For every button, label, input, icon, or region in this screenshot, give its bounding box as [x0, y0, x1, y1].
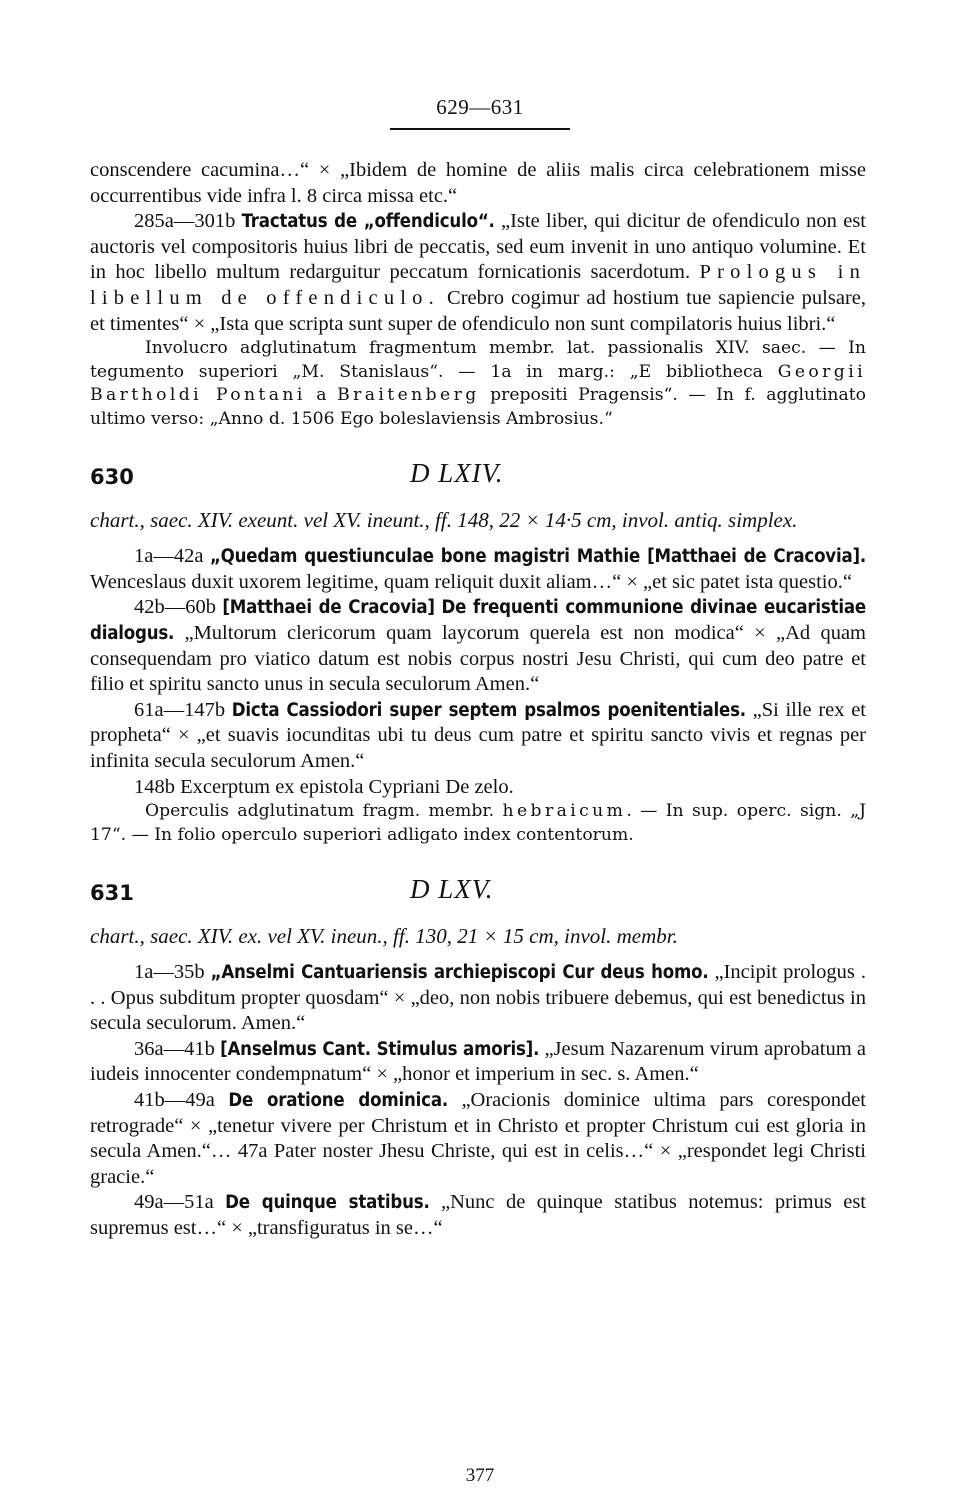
manuscript-entry-heading: [90, 874, 866, 909]
content-paragraph: [90, 544, 866, 595]
text-segment: „Oracionis dominice ultima pars corespondet retrograde“ × „tenetur vivere per Christum et in Christo et propter Christum cui est gloria in secula Amen.“… 47a Pater noster Jhesu Christe, qui est in celis…“ × „respondet legi Christi gracie.“: [90, 1089, 866, 1188]
page-number: 377: [465, 1465, 495, 1486]
text-segment: 36a—41b: [134, 1037, 221, 1060]
text-segment: 148b Excerptum ex epistola Cypriani De zelo.: [134, 775, 514, 798]
work-title: [Matthaei de Cracovia] De frequenti communione divinae eucaristiae dialogus.: [90, 597, 867, 644]
text-segment: Operculis adglutinatum fragm. membr.: [145, 801, 503, 822]
content-paragraph: [90, 1088, 866, 1190]
text-segment: 1a—42a: [134, 545, 210, 568]
work-title: „Quedam questiunculae bone magistri Mathie [Matthaei de Cracovia].: [209, 546, 867, 568]
content-paragraph: [90, 158, 866, 209]
content-paragraph: [90, 775, 866, 801]
text-segment: „Incipit prologus . . . Opus subditum propter quosdam“ × „deo, non nobis tribuere debemus, qui est benedictus in secula seculorum. Amen.“: [90, 961, 866, 1035]
text-segment: „Jesum Nazarenum virum aprobatum a iudeis innocenter condempnatum“ × „honor et imperium in sec. s. Amen.“: [90, 1037, 866, 1086]
content-paragraph: [90, 595, 866, 697]
content-paragraph: [90, 209, 866, 337]
text-segment: „Si ille rex et propheta“ × „et suavis iocunditas ubi tu deus cum patre et spiritu sancto vivis et regnas per infinita secula seculorum Amen.“: [90, 698, 866, 772]
entry-number: 631: [90, 881, 134, 906]
text-segment: Crebro cogimur ad hostium tue sapiencie pulsare, et timentes“ × „Ista que scripta sunt super de ofendiculo non sunt compilatoris huius libri.“: [90, 286, 866, 335]
text-segment: „Iste liber, qui dicitur de ofendiculo non est auctoris vel compositoris huius libri de peccatis, sed eum invenit in uno antiquo volumine. Et in hoc libello multum redarguitur peccatum fornicationis sacerdotum.: [90, 210, 866, 284]
catalog-text: [90, 158, 866, 1242]
work-title: [Anselmus Cant. Stimulus amoris].: [220, 1038, 540, 1060]
content-paragraph: [90, 1037, 866, 1088]
text-segment: chart., saec. XIV. exeunt. vel XV. ineunt., ff. 148, 22 × 14·5 cm, invol. antiq. simplex.: [90, 508, 798, 533]
text-segment: Involucro adglutinatum fragmentum membr. lat. passionalis XIV. saec. — In tegumento superiori „M. Stanislaus“. — 1a in marg.: „E bibliotheca: [90, 338, 866, 382]
content-paragraph: [90, 1190, 866, 1241]
work-title: Dicta Cassiodori super septem psalmos poenitentiales.: [231, 699, 746, 721]
spaced-text: Prologus in libellum de offendiculo.: [90, 261, 867, 309]
manuscript-entry-heading: [90, 458, 866, 493]
spaced-text: Georgii Bartholdi Pontani: [90, 361, 866, 406]
work-title: Tractatus de „offendiculo“.: [241, 211, 495, 233]
binding-note: [90, 337, 866, 431]
text-segment: 42b—60b: [134, 596, 223, 619]
text-segment: . — In sup. operc. sign. „J 17“. — In folio operculo superiori adligato index contentorum.: [90, 801, 866, 845]
spaced-text: Braitenberg: [337, 385, 480, 406]
page-header: 629—631: [436, 95, 524, 119]
text-segment: 1a—35b: [134, 961, 211, 984]
work-title: „Anselmi Cantuariensis archiepiscopi Cur deus homo.: [210, 962, 709, 984]
spaced-text: hebraicum: [502, 801, 627, 822]
text-segment: conscendere cacumina…“ × „Ibidem de homine de aliis malis circa celebrationem misse occurrentibus vide infra l. 8 circa missa etc.“: [90, 159, 866, 207]
physical-description: [90, 923, 866, 950]
header-rule: [390, 128, 570, 130]
text-segment: „Nunc de quinque statibus notemus: primus est supremus est…“ × „transfiguratus in se…“: [90, 1191, 867, 1240]
work-title: De oratione dominica.: [228, 1090, 448, 1112]
text-segment: 41b—49a: [134, 1089, 229, 1112]
text-segment: a: [305, 385, 338, 406]
entry-signature: D LXV.: [410, 874, 494, 905]
physical-description: [90, 507, 866, 534]
binding-note: [90, 800, 866, 847]
text-segment: 49a—51a: [134, 1191, 226, 1214]
work-title: De quinque statibus.: [225, 1192, 430, 1214]
text-segment: 61a—147b: [134, 698, 232, 721]
text-segment: Wenceslaus duxit uxorem legitime, quam reliquit duxit aliam…“ × „et sic patet ista questio.“: [90, 570, 852, 593]
text-segment: „Multorum clericorum quam laycorum querela est non modica“ × „Ad quam consequendam pro viatico datum est nobis corpus nostri Jesu Christi, qui cum deo patre et filio et spiritu sancto unus in secula seculorum Amen.“: [90, 621, 866, 696]
entry-signature: D LXIV.: [410, 458, 504, 489]
content-paragraph: [90, 698, 866, 775]
text-segment: prepositi Pragensis“. — In f. agglutinato ultimo verso: „Anno d. 1506 Ego boleslaviensis Ambrosius.“: [90, 385, 867, 429]
entry-number: 630: [90, 465, 134, 490]
content-paragraph: [90, 960, 866, 1037]
text-segment: 285a—301b: [134, 210, 242, 233]
text-segment: chart., saec. XIV. ex. vel XV. ineun., ff. 130, 21 × 15 cm, invol. membr.: [90, 924, 678, 949]
